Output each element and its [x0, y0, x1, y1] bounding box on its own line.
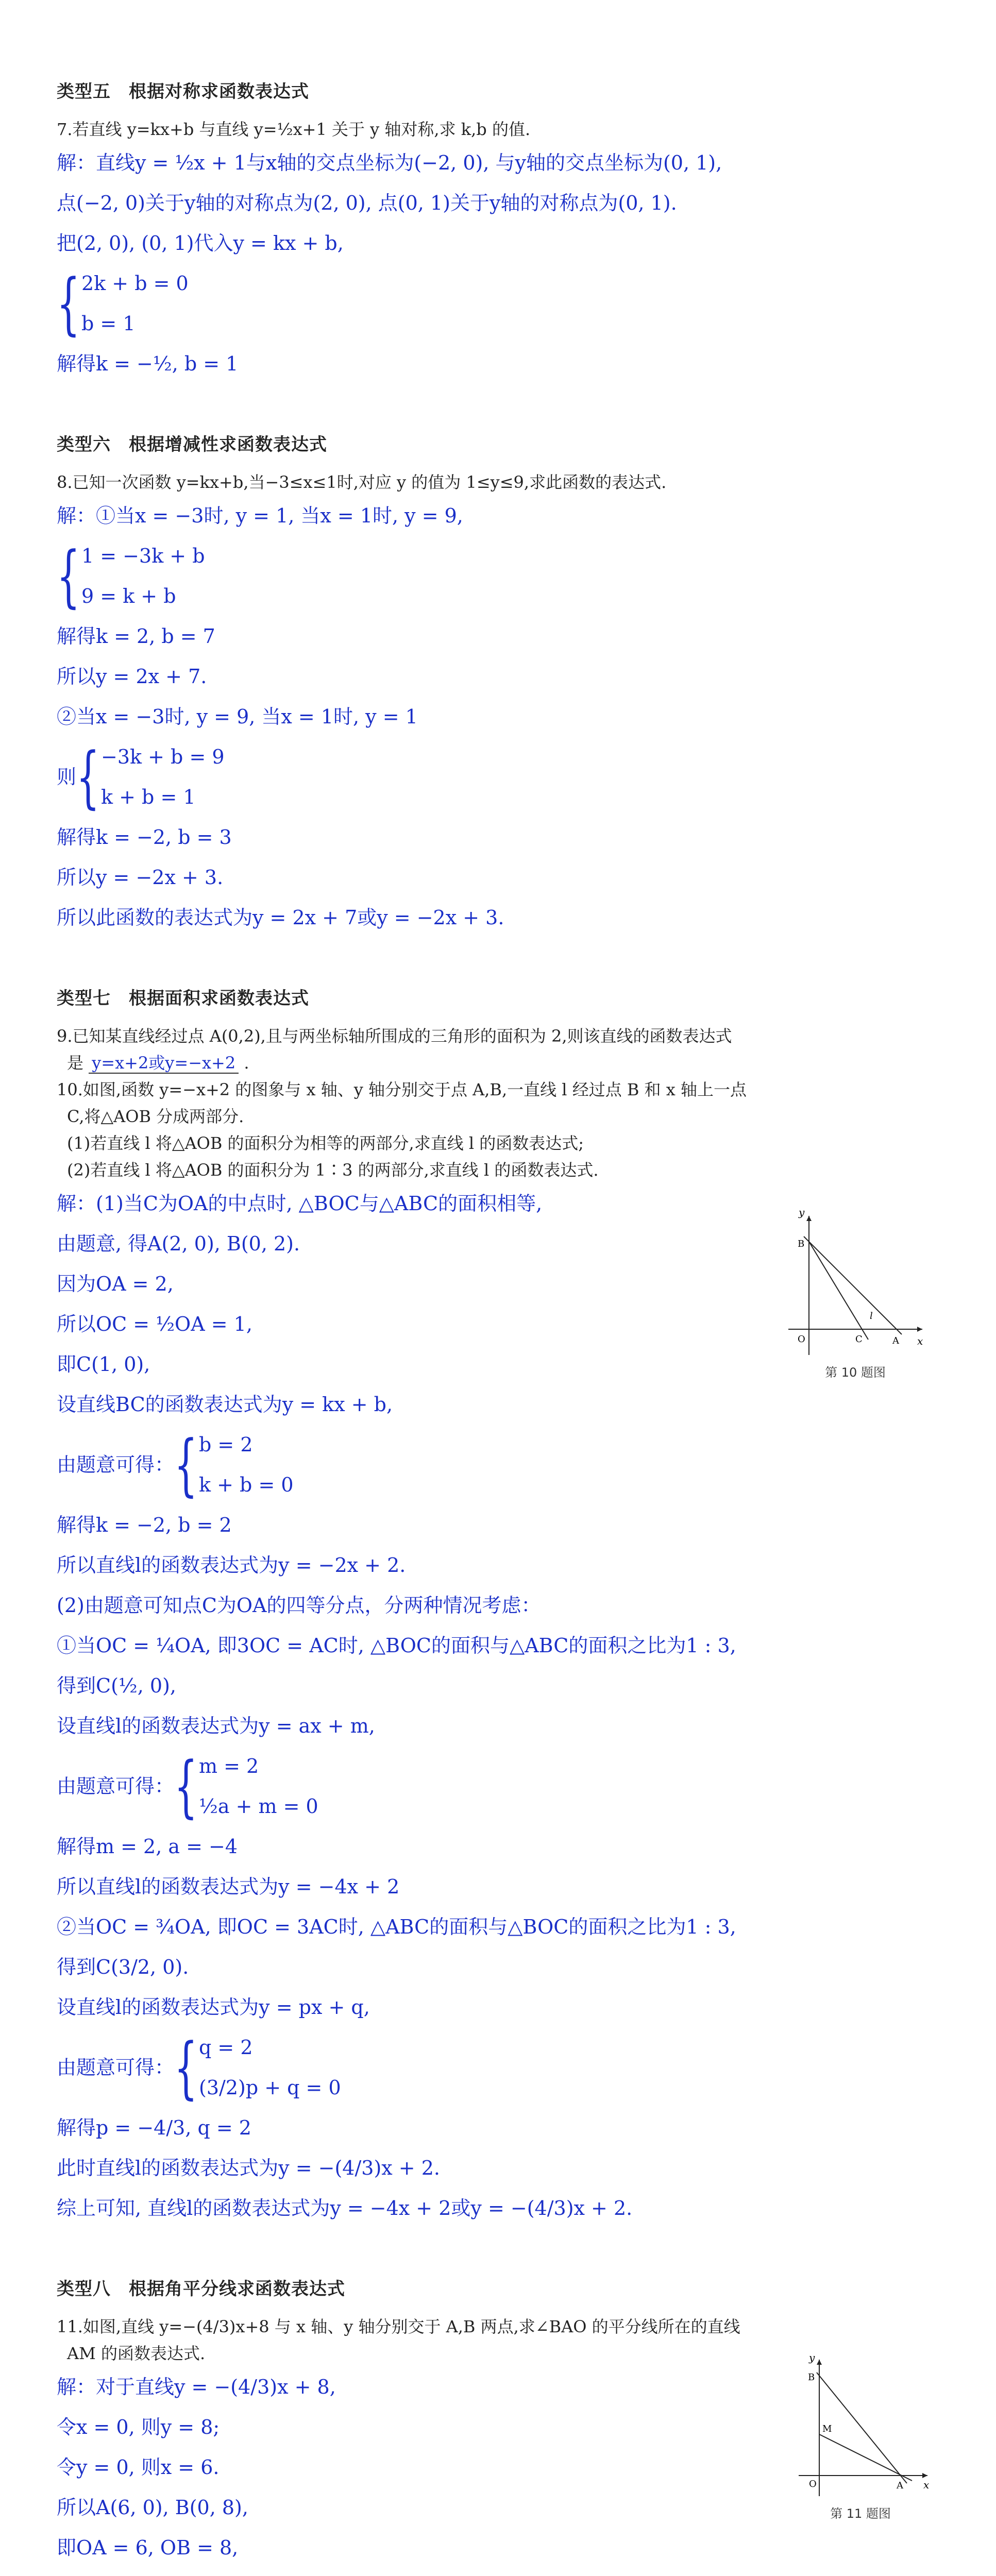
svg-text:M: M [822, 2424, 832, 2434]
equation-system [57, 1425, 948, 1505]
problem-9-line2 [57, 1049, 948, 1076]
equation: −3k + b = 9 [101, 745, 225, 768]
equation: b = 1 [81, 312, 136, 335]
solution-line: 解得p = −4/3, q = 2 [57, 2116, 251, 2139]
equation: 2k + b = 0 [81, 272, 189, 295]
figure-11 [788, 2352, 933, 2521]
brace: { [174, 2028, 198, 2107]
brace: { [174, 1747, 198, 1825]
solution-8 [57, 496, 948, 938]
solution-line: 点(−2, 0)关于y轴的对称点为(2, 0), 点(0, 1)关于y轴的对称点为(0, 1). [57, 192, 677, 214]
equation-system [57, 1746, 948, 1826]
equation: ½a + m = 0 [199, 1795, 318, 1818]
solution-line: 解得k = 2, b = 7 [57, 625, 215, 648]
solution-line: 令x = 0, 则y = 8; [57, 2416, 220, 2438]
brace: { [57, 264, 80, 343]
figure-11-caption: 第 11 题图 [830, 2506, 891, 2521]
solution-line: 由题意, 得A(2, 0), B(0, 2). [57, 1232, 300, 1255]
section-type6 [57, 430, 948, 938]
solution-line: 设直线l的函数表达式为y = ax + m, [57, 1715, 375, 1737]
brace: { [57, 537, 80, 615]
svg-text:C: C [855, 1334, 863, 1345]
equation-system [57, 536, 948, 616]
solution-line: 解得k = −½, b = 1 [57, 352, 239, 375]
svg-text:B: B [798, 1239, 805, 1249]
solution-line: 即OA = 6, OB = 8, [57, 2536, 239, 2559]
svg-text:l: l [870, 1311, 873, 1321]
problem-11-line2: AM 的函数表达式. [67, 2344, 206, 2363]
svg-text:A: A [892, 1335, 899, 1346]
solution-line: 解：对于直线y = −(4/3)x + 8, [57, 2376, 336, 2398]
solution-line: 解得m = 2, a = −4 [57, 1835, 238, 1858]
svg-text:O: O [798, 1334, 805, 1345]
section-title: 类型五 根据对称求函数表达式 [57, 81, 309, 102]
equation: b = 2 [199, 1433, 253, 1456]
equation: (3/2)p + q = 0 [199, 2076, 341, 2099]
problem-10-part2: (2)若直线 l 将△AOB 的面积分为 1∶3 的两部分,求直线 l 的函数表达式. [67, 1160, 599, 1180]
section-title: 类型七 根据面积求函数表达式 [57, 988, 309, 1009]
solution-line: 得到C(½, 0), [57, 1674, 176, 1697]
section-type7 [57, 984, 948, 2228]
problem-8: 8.已知一次函数 y=kx+b,当−3≤x≤1时,对应 y 的值为 1≤y≤9,求此函数的表达式. [57, 472, 667, 492]
svg-text:B: B [808, 2372, 815, 2383]
problem-11-line1: 11.如图,直线 y=−(4/3)x+8 与 x 轴、y 轴分别交于 A,B 两点,求∠BAO 的平分线所在的直线 [57, 2317, 740, 2336]
section-title: 类型八 根据角平分线求函数表达式 [57, 2279, 345, 2299]
figure-10 [778, 1206, 933, 1380]
problem-9-text: 是 [67, 1053, 84, 1073]
svg-text:x: x [923, 2479, 930, 2491]
svg-text:y: y [799, 1206, 805, 1218]
brace: { [174, 1426, 198, 1504]
then-label: 则 [57, 766, 77, 788]
solution-line: 设直线BC的函数表达式为y = kx + b, [57, 1393, 393, 1416]
solution-line: 即C(1, 0), [57, 1353, 150, 1376]
solution-line: ①当OC = ¼OA, 即3OC = AC时, △BOC的面积与△ABC的面积之比为1 : 3, [57, 1634, 736, 1657]
solution-line: 把(2, 0), (0, 1)代入y = kx + b, [57, 232, 344, 255]
problem-10-line2: C,将△AOB 分成两部分. [67, 1107, 244, 1126]
solution-7 [57, 143, 948, 384]
equation: 1 = −3k + b [81, 545, 205, 567]
svg-text:A: A [897, 2480, 903, 2491]
svg-text:y: y [809, 2352, 815, 2364]
equation: q = 2 [199, 2036, 253, 2059]
equation-system [57, 263, 948, 344]
equation: 9 = k + b [81, 585, 176, 607]
solution-line: 所以A(6, 0), B(0, 8), [57, 2496, 248, 2519]
section-type8 [57, 2275, 948, 2576]
solution-line: 所以直线l的函数表达式为y = −2x + 2. [57, 1554, 406, 1577]
solution-line: (2)由题意可知点C为OA的四等分点，分两种情况考虑： [57, 1594, 541, 1617]
problem-9-period: . [244, 1053, 249, 1073]
equation: k + b = 0 [199, 1473, 294, 1496]
solution-line: 设直线l的函数表达式为y = px + q, [57, 1996, 370, 2019]
figure-10-graph [778, 1206, 933, 1360]
solution-line: 因为OA = 2, [57, 1273, 174, 1295]
solution-line: 此时直线l的函数表达式为y = −(4/3)x + 2. [57, 2157, 440, 2179]
given-label: 由题意可得： [57, 2056, 175, 2079]
page-body [57, 77, 948, 2576]
problem-9-line1: 9.已知某直线经过点 A(0,2),且与两坐标轴所围成的三角形的面积为 2,则该直线的函数表达式 [57, 1026, 732, 1046]
problem-7: 7.若直线 y=kx+b 与直线 y=½x+1 关于 y 轴对称,求 k,b 的值. [57, 120, 531, 139]
equation: k + b = 1 [101, 786, 196, 808]
solution-line: 所以直线l的函数表达式为y = −4x + 2 [57, 1875, 400, 1898]
section-type5 [57, 77, 948, 384]
solution-line: 综上可知, 直线l的函数表达式为y = −4x + 2或y = −(4/3)x + 2. [57, 2197, 633, 2219]
equation-system [57, 737, 948, 817]
solution-line: 解得k = −2, b = 2 [57, 1514, 232, 1536]
figure-11-graph [788, 2352, 933, 2501]
solution-line: 所以y = 2x + 7. [57, 665, 207, 688]
problem-10-line1: 10.如图,函数 y=−x+2 的图象与 x 轴、y 轴分别交于点 A,B,一直线 l 经过点 B 和 x 轴上一点 [57, 1080, 747, 1099]
solution-line: ②当OC = ¾OA, 即OC = 3AC时, △ABC的面积与△BOC的面积之比为1 : 3, [57, 1916, 736, 1938]
figure-10-caption: 第 10 题图 [825, 1365, 886, 1380]
solution-line: ②当x = −3时, y = 9, 当x = 1时, y = 1 [57, 705, 418, 728]
given-label: 由题意可得： [57, 1775, 175, 1798]
solution-line: 解：(1)当C为OA的中点时, △BOC与△ABC的面积相等, [57, 1192, 543, 1215]
solution-line: 得到C(3/2, 0). [57, 1956, 189, 1978]
solution-line: 解得k = −2, b = 3 [57, 826, 232, 849]
svg-text:x: x [917, 1335, 923, 1347]
equation: m = 2 [199, 1755, 259, 1777]
solution-line: 令y = 0, 则x = 6. [57, 2456, 220, 2479]
solution-line: 所以y = −2x + 3. [57, 866, 224, 889]
problem-10-part1: (1)若直线 l 将△AOB 的面积分为相等的两部分,求直线 l 的函数表达式; [67, 1133, 584, 1153]
brace: { [76, 738, 100, 816]
solution-line: 解：①当x = −3时, y = 1, 当x = 1时, y = 9, [57, 504, 463, 527]
solution-line: 所以此函数的表达式为y = 2x + 7或y = −2x + 3. [57, 906, 504, 929]
solution-line [57, 2568, 948, 2576]
problem-9-answer: y=x+2或y=−x+2 [89, 1053, 239, 1074]
svg-text:O: O [809, 2479, 817, 2489]
given-label: 由题意可得： [57, 1453, 175, 1476]
solution-line: 解：直线y = ½x + 1与x轴的交点坐标为(−2, 0), 与y轴的交点坐标为(0, 1), [57, 151, 722, 174]
section-title: 类型六 根据增减性求函数表达式 [57, 434, 327, 455]
solution-line: 所以OC = ½OA = 1, [57, 1313, 252, 1335]
equation-system [57, 2027, 948, 2108]
